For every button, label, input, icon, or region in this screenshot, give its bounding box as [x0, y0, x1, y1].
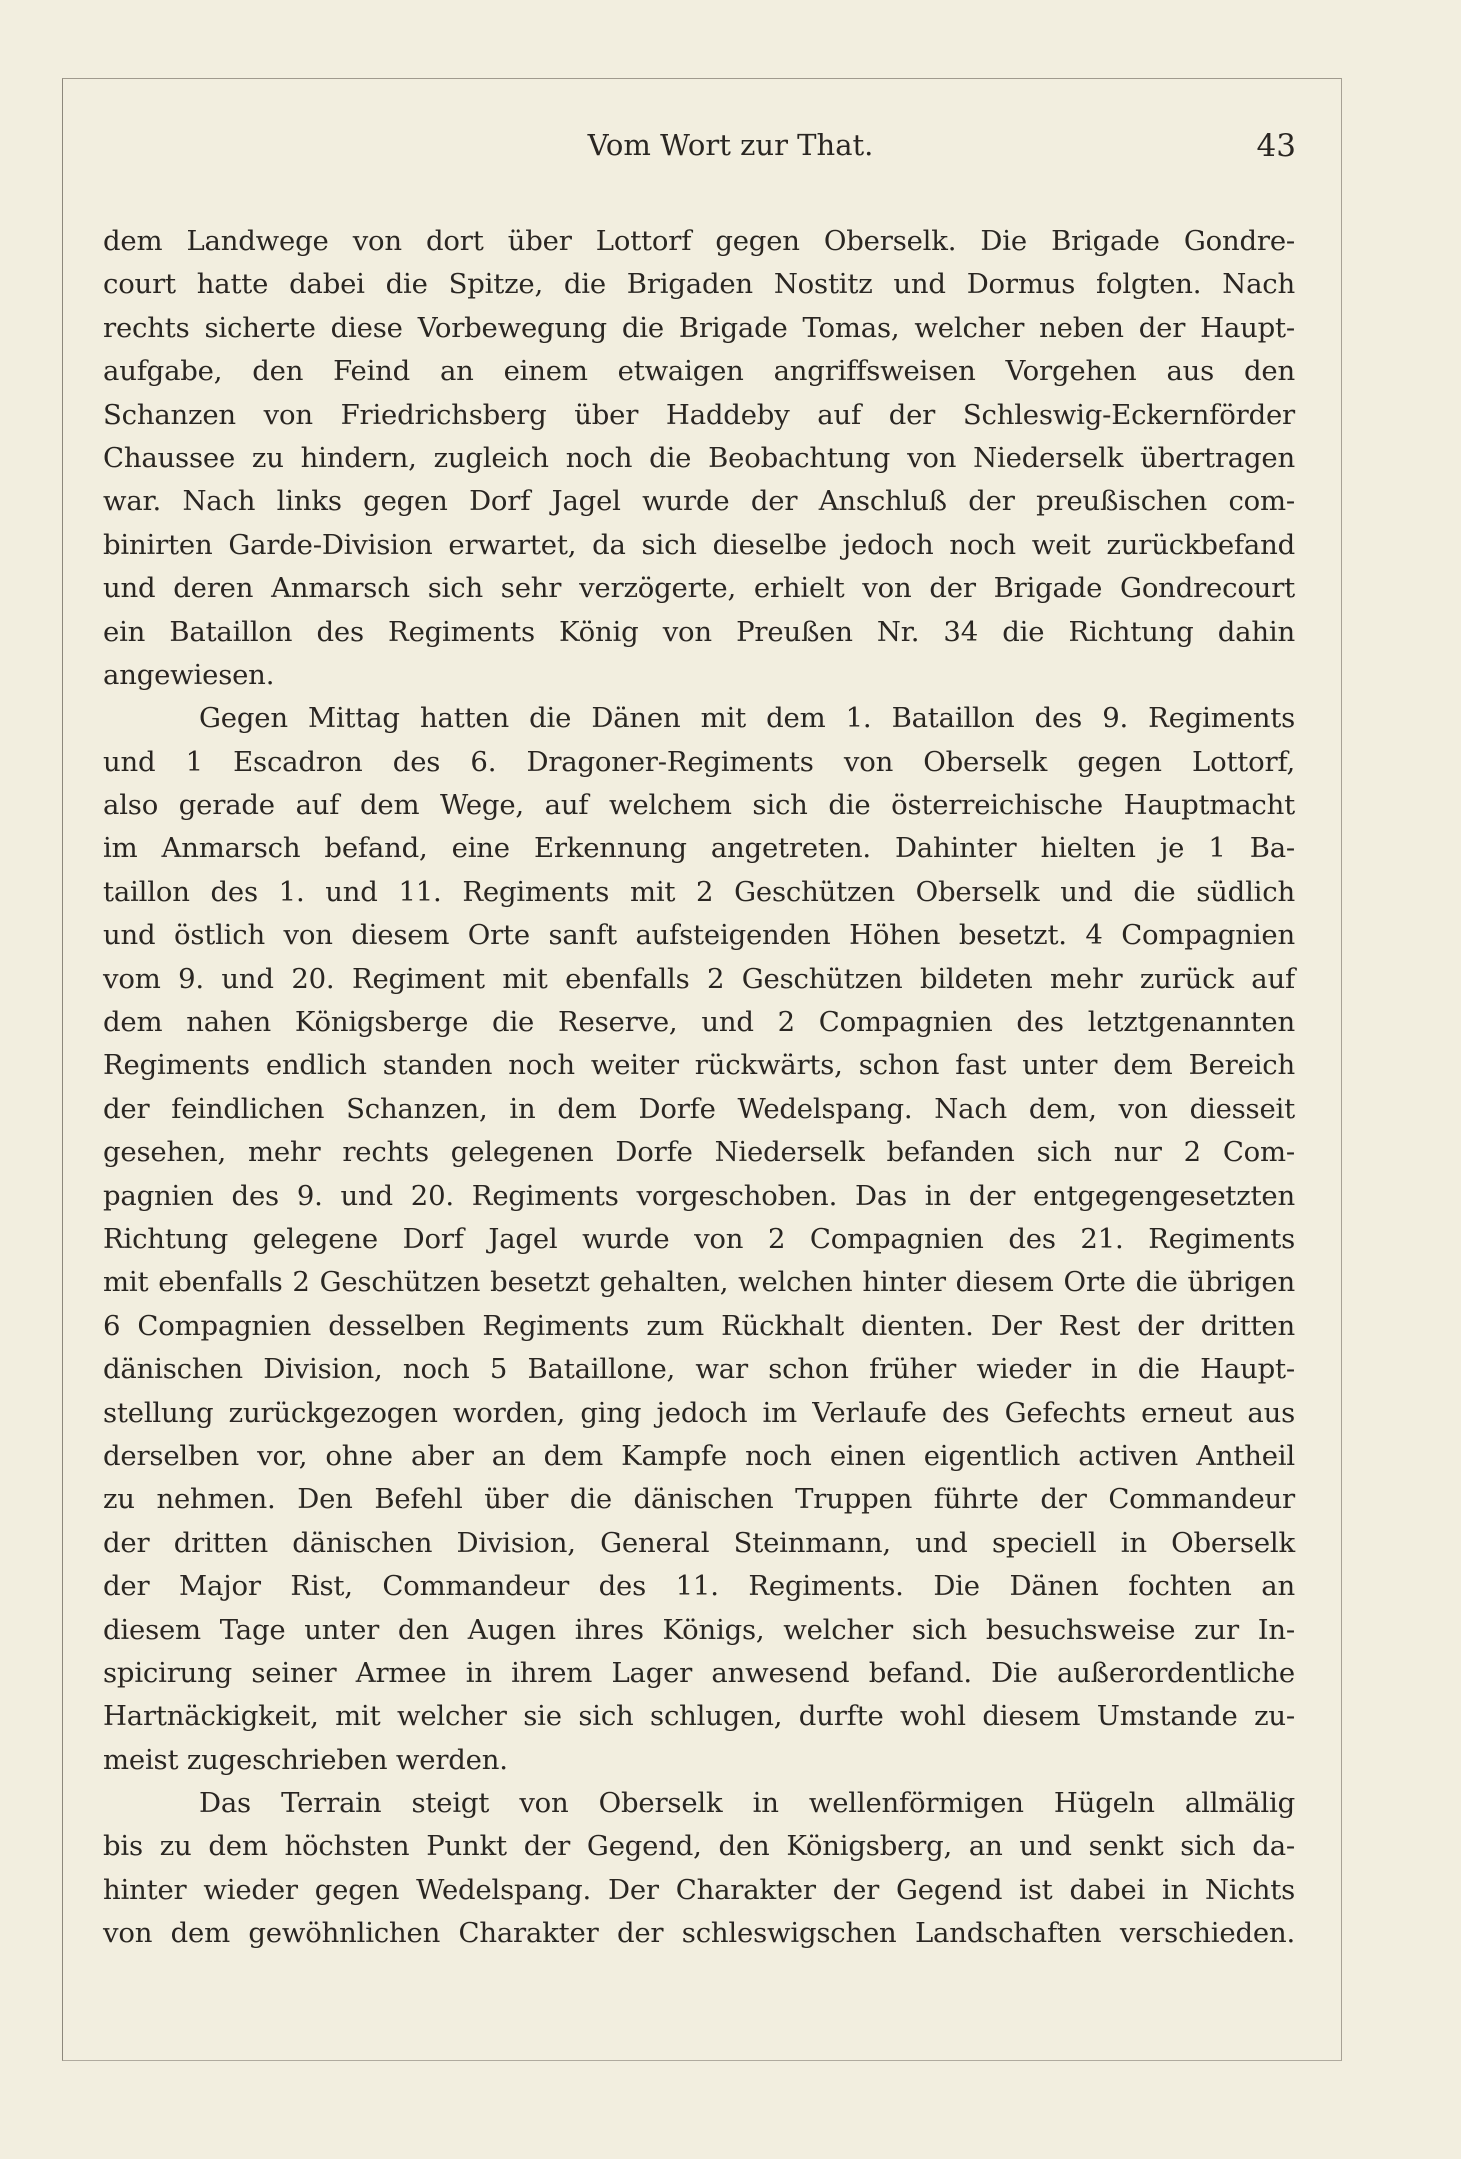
text-line: Richtung gelegene Dorf Jagel wurde von 2 Compagnien des 21. Regiments [103, 1222, 1295, 1255]
text-line: vom 9. und 20. Regiment mit ebenfalls 2 Geschützen bildeten mehr zurück auf [103, 962, 1295, 995]
text-line: Schanzen von Friedrichsberg über Haddeby auf der Schleswig-Eckernförder [103, 398, 1295, 431]
text-line: court hatte dabei die Spitze, die Brigaden Nostitz und Dormus folgten. Nach [103, 268, 1295, 301]
text-line: und östlich von diesem Orte sanft aufsteigenden Höhen besetzt. 4 Compagnien [103, 919, 1295, 952]
text-line: dänischen Division, noch 5 Bataillone, war schon früher wieder in die Haupt- [103, 1353, 1295, 1386]
text-line: hinter wieder gegen Wedelspang. Der Charakter der Gegend ist dabei in Nichts [103, 1873, 1295, 1906]
text-line: also gerade auf dem Wege, auf welchem sich die österreichische Hauptmacht [103, 789, 1295, 822]
text-line: meist zugeschrieben werden. [103, 1743, 508, 1776]
text-line: von dem gewöhnlichen Charakter der schleswigschen Landschaften verschieden. [103, 1917, 1295, 1950]
text-line: rechts sicherte diese Vorbewegung die Brigade Tomas, welcher neben der Haupt- [103, 311, 1295, 344]
text-line: dem nahen Königsberge die Reserve, und 2 Compagnien des letztgenannten [103, 1006, 1295, 1039]
text-line: angewiesen. [103, 658, 275, 691]
text-line: im Anmarsch befand, eine Erkennung angetreten. Dahinter hielten je 1 Ba- [103, 832, 1295, 865]
page-number: 43 [1256, 128, 1296, 164]
text-line: gesehen, mehr rechts gelegenen Dorfe Niederselk befanden sich nur 2 Com- [103, 1136, 1295, 1169]
text-line: Regiments endlich standen noch weiter rückwärts, schon fast unter dem Bereich [103, 1049, 1295, 1082]
text-line: mit ebenfalls 2 Geschützen besetzt gehalten, welchen hinter diesem Orte die übrigen [103, 1266, 1295, 1299]
text-line: derselben vor, ohne aber an dem Kampfe noch einen eigentlich activen Antheil [103, 1439, 1295, 1472]
text-line: spicirung seiner Armee in ihrem Lager anwesend befand. Die außerordentliche [103, 1656, 1295, 1689]
text-line: ein Bataillon des Regiments König von Preußen Nr. 34 die Richtung dahin [103, 615, 1295, 648]
text-line: binirten Garde-Division erwartet, da sich dieselbe jedoch noch weit zurückbefand [103, 528, 1295, 561]
text-line: und 1 Escadron des 6. Dragoner-Regiments von Oberselk gegen Lottorf, [103, 745, 1295, 778]
text-line: stellung zurückgezogen worden, ging jedoch im Verlaufe des Gefechts erneut aus [103, 1396, 1295, 1429]
body-text [103, 220, 1295, 1956]
text-line: war. Nach links gegen Dorf Jagel wurde der Anschluß der preußischen com- [103, 485, 1295, 518]
text-line: pagnien des 9. und 20. Regiments vorgeschoben. Das in der entgegengesetzten [103, 1179, 1295, 1212]
text-line: der dritten dänischen Division, General Steinmann, und speciell in Oberselk [103, 1526, 1295, 1559]
text-line: bis zu dem höchsten Punkt der Gegend, den Königsberg, an und senkt sich da- [103, 1830, 1295, 1863]
text-line: Chaussee zu hindern, zugleich noch die Beobachtung von Niederselk übertragen [103, 441, 1295, 474]
text-line: dem Landwege von dort über Lottorf gegen Oberselk. Die Brigade Gondre- [103, 225, 1295, 257]
text-line: taillon des 1. und 11. Regiments mit 2 Geschützen Oberselk und die südlich [103, 875, 1295, 908]
text-line: zu nehmen. Den Befehl über die dänischen Truppen führte der Commandeur [103, 1483, 1295, 1516]
text-line: der Major Rist, Commandeur des 11. Regiments. Die Dänen fochten an [103, 1570, 1295, 1603]
text-line: diesem Tage unter den Augen ihres Königs, welcher sich besuchsweise zur In- [103, 1613, 1295, 1646]
text-line: der feindlichen Schanzen, in dem Dorfe Wedelspang. Nach dem, von diesseit [103, 1092, 1295, 1125]
text-line: Hartnäckigkeit, mit welcher sie sich schlugen, durfte wohl diesem Umstande zu- [103, 1700, 1295, 1733]
text-line: Das Terrain steigt von Oberselk in wellenförmigen Hügeln allmälig [199, 1787, 1295, 1820]
running-header-title: Vom Wort zur That. [587, 128, 874, 162]
text-line: aufgabe, den Feind an einem etwaigen angriffsweisen Vorgehen aus den [103, 355, 1295, 388]
text-line: 6 Compagnien desselben Regiments zum Rückhalt dienten. Der Rest der dritten [103, 1309, 1295, 1342]
text-line: und deren Anmarsch sich sehr verzögerte, erhielt von der Brigade Gondrecourt [103, 572, 1295, 605]
text-line: Gegen Mittag hatten die Dänen mit dem 1. Bataillon des 9. Regiments [199, 702, 1295, 735]
